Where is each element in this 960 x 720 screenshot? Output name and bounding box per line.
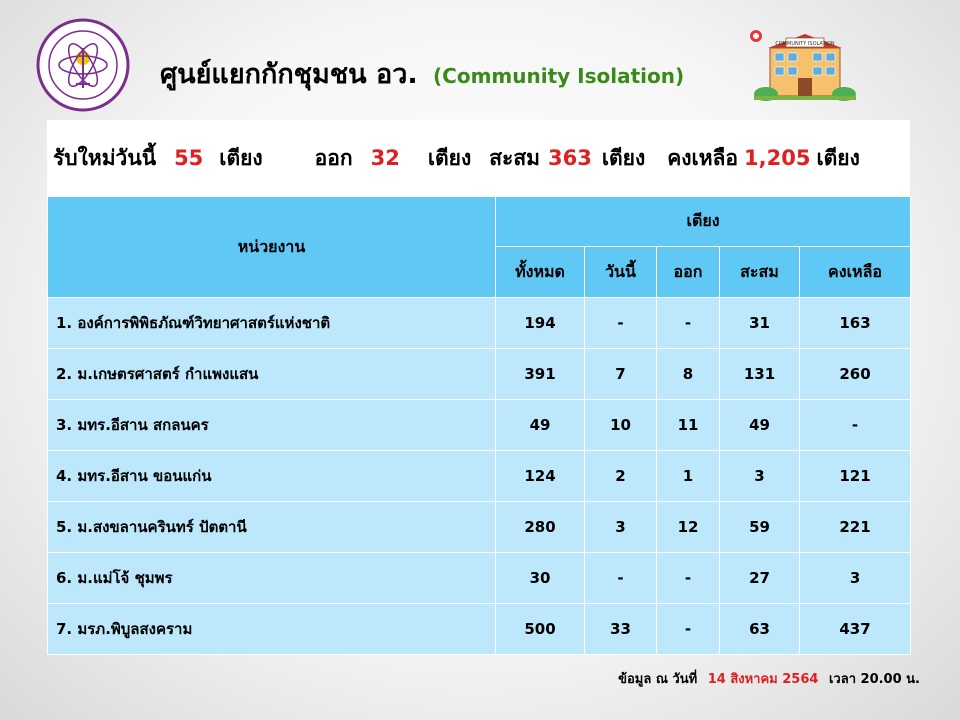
title-thai: ศูนย์แยกกักชุมชน อว. <box>160 59 418 90</box>
table-row <box>48 400 911 451</box>
row-unit-name: 6. ม.แม่โจ้ ชุมพร <box>48 553 496 604</box>
cell-out: 12 <box>657 502 720 553</box>
remaining-value: 1,205 <box>744 146 811 170</box>
out-label: ออก <box>314 145 353 170</box>
row-unit-name: 3. มทร.อีสาน สกลนคร <box>48 400 496 451</box>
title-english: (Community Isolation) <box>433 64 685 88</box>
row-unit-name: 7. มรภ.พิบูลสงคราม <box>48 604 496 655</box>
table-row <box>48 349 911 400</box>
column-header-remaining: คงเหลือ <box>800 247 911 298</box>
table-row <box>48 502 911 553</box>
page-title <box>160 52 684 95</box>
summary-bar <box>47 120 910 196</box>
cell-remaining: - <box>800 400 911 451</box>
cell-total: 500 <box>496 604 585 655</box>
cell-total: 30 <box>496 553 585 604</box>
building-sign-text: COMMUNITY ISOLATION <box>775 41 835 47</box>
cell-cumulative: 3 <box>720 451 800 502</box>
remaining-unit: เตียง <box>816 145 860 170</box>
row-unit-name: 5. ม.สงขลานครินทร์ ปัตตานี <box>48 502 496 553</box>
unit-column-header: หน่วยงาน <box>48 197 496 298</box>
cell-total: 49 <box>496 400 585 451</box>
cell-cumulative: 31 <box>720 298 800 349</box>
cell-remaining: 221 <box>800 502 911 553</box>
data-timestamp-footnote <box>618 668 920 689</box>
cell-remaining: 3 <box>800 553 911 604</box>
cumulative-unit: เตียง <box>601 145 646 170</box>
footnote-prefix: ข้อมูล ณ วันที่ <box>618 672 698 687</box>
cell-out: 1 <box>657 451 720 502</box>
cell-total: 194 <box>496 298 585 349</box>
cell-out: - <box>657 604 720 655</box>
table-header-row <box>48 197 911 247</box>
table-row <box>48 553 911 604</box>
cell-remaining: 121 <box>800 451 911 502</box>
out-value: 32 <box>370 146 400 170</box>
ministry-seal-logo <box>36 18 130 112</box>
cell-out: 11 <box>657 400 720 451</box>
cumulative-value: 363 <box>548 146 592 170</box>
cell-remaining: 163 <box>800 298 911 349</box>
remaining-label: คงเหลือ <box>667 145 739 170</box>
cell-total: 391 <box>496 349 585 400</box>
cell-remaining: 260 <box>800 349 911 400</box>
cell-cumulative: 63 <box>720 604 800 655</box>
cell-cumulative: 27 <box>720 553 800 604</box>
cell-total: 280 <box>496 502 585 553</box>
cell-cumulative: 49 <box>720 400 800 451</box>
cell-cumulative: 131 <box>720 349 800 400</box>
cell-today: 7 <box>585 349 657 400</box>
isolation-beds-table <box>47 196 911 655</box>
new-today-unit: เตียง <box>219 145 263 170</box>
table-row <box>48 298 911 349</box>
cell-cumulative: 59 <box>720 502 800 553</box>
cell-today: 2 <box>585 451 657 502</box>
out-unit: เตียง <box>427 145 472 170</box>
column-header-total: ทั้งหมด <box>496 247 585 298</box>
cell-today: 33 <box>585 604 657 655</box>
cell-out: - <box>657 553 720 604</box>
column-header-today: วันนี้ <box>585 247 657 298</box>
cell-today: - <box>585 298 657 349</box>
cell-remaining: 437 <box>800 604 911 655</box>
beds-group-header: เตียง <box>496 197 911 247</box>
cumulative-label: สะสม <box>489 145 540 170</box>
footnote-time: เวลา 20.00 น. <box>828 672 920 687</box>
cell-today: 10 <box>585 400 657 451</box>
table-row <box>48 604 911 655</box>
row-unit-name: 2. ม.เกษตรศาสตร์ กำแพงแสน <box>48 349 496 400</box>
cell-today: 3 <box>585 502 657 553</box>
column-header-out: ออก <box>657 247 720 298</box>
row-unit-name: 4. มทร.อีสาน ขอนแก่น <box>48 451 496 502</box>
footnote-date: 14 สิงหาคม 2564 <box>707 672 819 687</box>
table-row <box>48 451 911 502</box>
cell-out: - <box>657 298 720 349</box>
column-header-cumulative: สะสม <box>720 247 800 298</box>
community-isolation-building-icon <box>746 22 864 102</box>
cell-today: - <box>585 553 657 604</box>
row-unit-name: 1. องค์การพิพิธภัณฑ์วิทยาศาสตร์แห่งชาติ <box>48 298 496 349</box>
new-today-value: 55 <box>174 146 204 170</box>
new-today-label: รับใหม่วันนี้ <box>53 145 157 170</box>
cell-total: 124 <box>496 451 585 502</box>
cell-out: 8 <box>657 349 720 400</box>
